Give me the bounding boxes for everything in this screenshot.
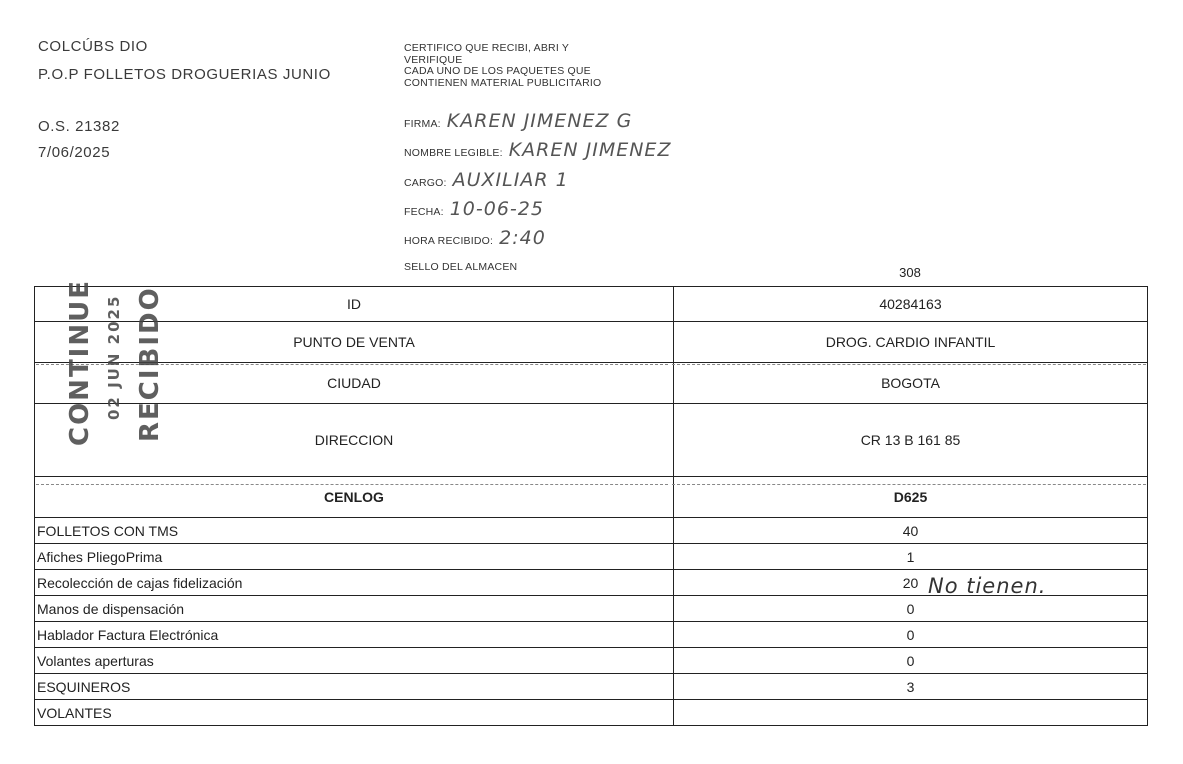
scan-divider bbox=[672, 364, 1146, 365]
item-row bbox=[35, 648, 1148, 674]
firma-label: FIRMA: bbox=[404, 118, 441, 130]
stamp-line: 02 JUN 2025 bbox=[105, 294, 123, 420]
nombre-field bbox=[404, 139, 671, 161]
item-row bbox=[35, 596, 1148, 622]
hora-handwritten: 2:40 bbox=[499, 227, 546, 249]
certificate-line: VERIFIQUE bbox=[404, 53, 463, 66]
cargo-handwritten: AUXILIAR 1 bbox=[452, 169, 569, 191]
item-row bbox=[35, 700, 1148, 726]
item-value: 3 bbox=[674, 674, 1148, 700]
scan-divider bbox=[36, 484, 668, 485]
item-value bbox=[674, 700, 1148, 726]
order-number: O.S. 21382 bbox=[38, 118, 120, 135]
row-key: DIRECCION bbox=[35, 404, 674, 477]
certificate-line: CERTIFICO QUE RECIBI, ABRI Y bbox=[404, 42, 570, 54]
cargo-label: CARGO: bbox=[404, 177, 447, 189]
item-key: ESQUINEROS bbox=[35, 674, 674, 700]
certificate-text bbox=[404, 43, 601, 89]
row-key: PUNTO DE VENTA bbox=[35, 322, 674, 363]
fecha-field bbox=[404, 198, 544, 220]
row-key: ID bbox=[35, 287, 674, 322]
hora-field bbox=[404, 227, 546, 249]
item-value: 0 bbox=[674, 648, 1148, 674]
item-value: 0 bbox=[674, 622, 1148, 648]
item-key: Hablador Factura Electrónica bbox=[35, 622, 674, 648]
hora-label: HORA RECIBIDO: bbox=[404, 235, 494, 247]
cargo-field bbox=[404, 169, 569, 191]
document-title: P.O.P FOLLETOS DROGUERIAS JUNIO bbox=[38, 66, 331, 83]
row-key: CENLOG bbox=[35, 477, 674, 518]
fecha-label: FECHA: bbox=[404, 206, 444, 218]
item-row bbox=[35, 674, 1148, 700]
item-key: Manos de dispensación bbox=[35, 596, 674, 622]
table-row bbox=[35, 477, 1148, 518]
item-row bbox=[35, 518, 1148, 544]
row-value: DROG. CARDIO INFANTIL bbox=[674, 322, 1148, 363]
item-value: 0 bbox=[674, 596, 1148, 622]
item-value: 40 bbox=[674, 518, 1148, 544]
scan-divider bbox=[672, 484, 1146, 485]
item-key: Afiches PliegoPrima bbox=[35, 544, 674, 570]
nombre-label: NOMBRE LEGIBLE: bbox=[404, 147, 503, 159]
item-key: Volantes aperturas bbox=[35, 648, 674, 674]
certificate-line: CADA UNO DE LOS PAQUETES QUE bbox=[404, 65, 591, 77]
item-row bbox=[35, 622, 1148, 648]
item-key: VOLANTES bbox=[35, 700, 674, 726]
firma-field bbox=[404, 110, 632, 132]
item-key: Recolección de cajas fidelización bbox=[35, 570, 674, 596]
handwritten-note: No tienen. bbox=[928, 574, 1047, 598]
fecha-handwritten: 10-06-25 bbox=[449, 198, 544, 220]
stamp-line: RECIBIDO bbox=[135, 286, 165, 442]
row-key: CIUDAD bbox=[35, 363, 674, 404]
receipt-stamp bbox=[65, 279, 205, 448]
item-value: 20 bbox=[674, 570, 1148, 596]
firma-handwritten: KAREN JIMENEZ G bbox=[446, 110, 633, 132]
document-date: 7/06/2025 bbox=[38, 144, 111, 161]
row-value: 40284163 bbox=[674, 287, 1148, 322]
sello-field bbox=[404, 261, 517, 273]
sello-label: SELLO DEL ALMACEN bbox=[404, 261, 518, 273]
stamp-line: CONTINUE bbox=[65, 279, 95, 446]
row-value: CR 13 B 161 85 bbox=[674, 404, 1148, 477]
row-value: BOGOTA bbox=[674, 363, 1148, 404]
row-value: D625 bbox=[674, 477, 1148, 518]
item-value: 1 bbox=[674, 544, 1148, 570]
certificate-line: CONTIENEN MATERIAL PUBLICITARIO bbox=[404, 76, 602, 89]
item-row bbox=[35, 544, 1148, 570]
company-name: COLCÚBS DIO bbox=[38, 38, 148, 55]
page-number: 308 bbox=[899, 265, 921, 280]
nombre-handwritten: KAREN JIMENEZ bbox=[508, 139, 672, 161]
item-key: FOLLETOS CON TMS bbox=[35, 518, 674, 544]
